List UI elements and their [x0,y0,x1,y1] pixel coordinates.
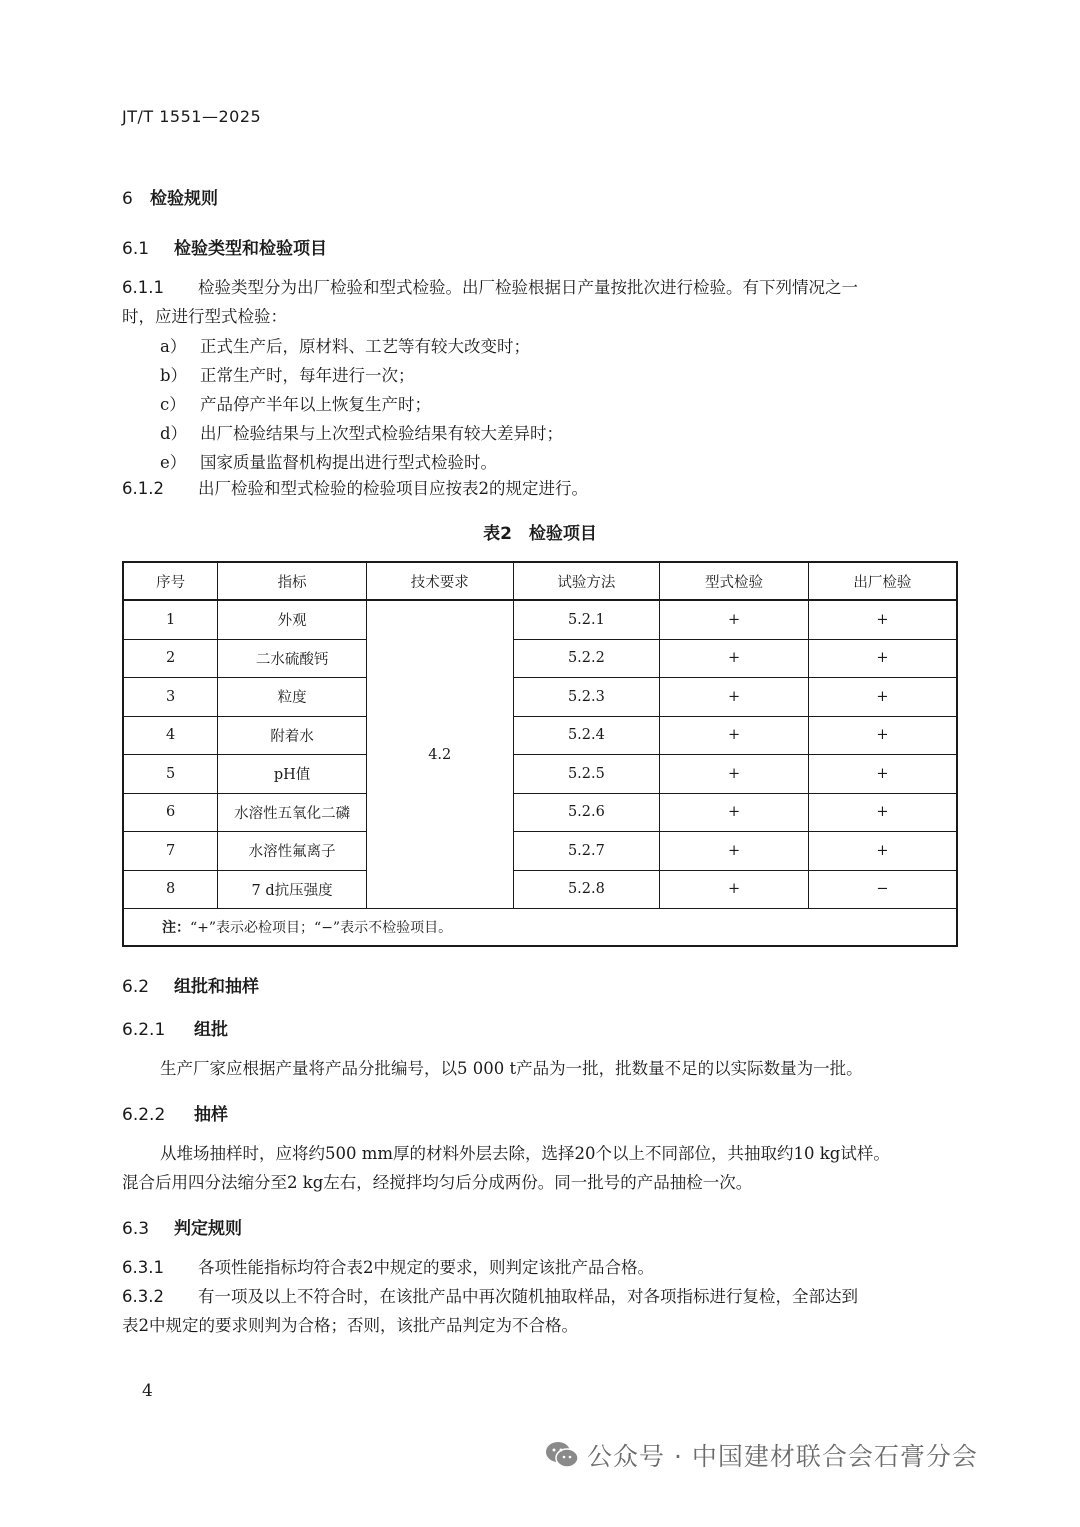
list-text: 出厂检验结果与上次型式检验结果有较大差异时； [200,424,563,443]
section-6-heading [122,184,218,209]
col-header-test-method: 试验方法 [513,562,660,600]
heading-number: 6.2.2 [122,1105,166,1125]
table-note [123,909,957,947]
cell-method: 5.2.4 [513,716,660,755]
list-item-a [160,333,530,357]
cell-method: 5.2.8 [513,870,660,909]
cell-method: 5.2.7 [513,832,660,871]
cell-index: pH值 [218,755,367,794]
cell-serial: 7 [123,832,218,871]
section-6-2-1-heading [122,1015,228,1040]
clause-6-2-2-line2: 混合后用四分法缩分至2 kg左右，经搅拌均匀后分成两份。同一批号的产品抽检一次。 [122,1173,753,1192]
table-row [123,678,957,717]
list-label: c） [160,395,186,414]
cell-type-inspection: + [660,639,809,678]
list-label: b） [160,366,188,385]
cell-factory-inspection: − [808,870,957,909]
cell-serial: 1 [123,600,218,639]
cell-serial: 2 [123,639,218,678]
heading-number: 6 [122,189,133,209]
cell-factory-inspection: + [808,755,957,794]
cell-serial: 6 [123,793,218,832]
clause-6-3-2 [122,1282,858,1311]
cell-factory-inspection: + [808,832,957,871]
clause-number: 6.1.2 [122,479,164,498]
cell-type-inspection: + [660,716,809,755]
list-text: 产品停产半年以上恢复生产时； [200,395,431,414]
heading-number: 6.1 [122,239,150,259]
heading-title: 组批 [194,1020,228,1040]
cell-method: 5.2.3 [513,678,660,717]
cell-type-inspection: + [660,832,809,871]
cell-type-inspection: + [660,793,809,832]
clause-6-3-1 [122,1253,654,1282]
cell-index: 二水硫酸钙 [218,639,367,678]
list-item-e [160,449,497,473]
clause-6-3-2-continued: 表2中规定的要求则判为合格；否则，该批产品判定为不合格。 [122,1316,578,1335]
section-6-2-heading [122,972,259,997]
col-header-type-inspection: 型式检验 [660,562,809,600]
clause-text: 各项性能指标均符合表2中规定的要求，则判定该批产品合格。 [198,1258,654,1277]
cell-index: 外观 [218,600,367,639]
heading-title: 抽样 [194,1105,228,1125]
list-text: 正常生产时，每年进行一次； [200,366,415,385]
col-header-index: 指标 [218,562,367,600]
clause-number: 6.3.1 [122,1258,164,1277]
table-note-row [123,909,957,947]
cell-index: 7 d抗压强度 [218,870,367,909]
cell-method: 5.2.5 [513,755,660,794]
clause-6-2-2-line1: 从堆场抽样时，应将约500 mm厚的材料外层去除，选择20个以上不同部位，共抽取约10 kg试样。 [160,1144,890,1163]
clause-number: 6.1.1 [122,278,164,297]
cell-type-inspection: + [660,678,809,717]
heading-title: 判定规则 [174,1219,242,1239]
note-text: “+”表示必检项目；“−”表示不检验项目。 [190,920,453,936]
table-row [123,870,957,909]
page-number: 4 [142,1381,153,1401]
inspection-items-table [122,561,958,947]
cell-serial: 8 [123,870,218,909]
clause-6-1-2 [122,474,588,503]
heading-title: 组批和抽样 [174,977,259,997]
cell-factory-inspection: + [808,793,957,832]
cell-factory-inspection: + [808,639,957,678]
list-text: 正式生产后，原材料、工艺等有较大改变时； [200,337,530,356]
table-row [123,716,957,755]
clause-text-line1: 检验类型分为出厂检验和型式检验。出厂检验根据日产量按批次进行检验。有下列情况之一 [198,278,858,297]
heading-title: 检验类型和检验项目 [174,239,327,259]
cell-serial: 3 [123,678,218,717]
table-row [123,600,957,639]
table-row [123,639,957,678]
heading-title: 检验规则 [150,189,218,209]
cell-index: 水溶性五氧化二磷 [218,793,367,832]
wechat-icon [545,1441,579,1469]
section-6-3-heading [122,1214,242,1239]
cell-index: 附着水 [218,716,367,755]
section-6-1-heading [122,234,327,259]
list-label: d） [160,424,188,443]
heading-number: 6.2.1 [122,1020,166,1040]
cell-method: 5.2.6 [513,793,660,832]
col-header-serial: 序号 [123,562,218,600]
table-header-row [123,562,957,600]
table-row [123,832,957,871]
list-item-d [160,420,563,444]
col-header-tech-req: 技术要求 [366,562,513,600]
cell-serial: 4 [123,716,218,755]
col-header-factory-inspection: 出厂检验 [808,562,957,600]
cell-method: 5.2.2 [513,639,660,678]
section-6-2-2-heading [122,1100,228,1125]
table-caption: 表2 检验项目 [483,524,597,544]
cell-type-inspection: + [660,870,809,909]
note-label: 注： [162,920,190,936]
cell-index: 粒度 [218,678,367,717]
heading-number: 6.2 [122,977,150,997]
cell-type-inspection: + [660,600,809,639]
cell-type-inspection: + [660,755,809,794]
cell-factory-inspection: + [808,678,957,717]
table-row [123,793,957,832]
cell-factory-inspection: + [808,716,957,755]
cell-factory-inspection: + [808,600,957,639]
cell-method: 5.2.1 [513,600,660,639]
clause-6-1-1-continued: 时，应进行型式检验： [122,307,287,326]
list-text: 国家质量监督机构提出进行型式检验时。 [200,453,497,472]
clause-text-line1: 有一项及以上不符合时，在该批产品中再次随机抽取样品，对各项指标进行复检，全部达到 [198,1287,858,1306]
clause-number: 6.3.2 [122,1287,164,1306]
cell-index: 水溶性氟离子 [218,832,367,871]
list-label: a） [160,337,187,356]
cell-serial: 5 [123,755,218,794]
list-item-c [160,391,431,415]
watermark [545,1437,978,1473]
table-row [123,755,957,794]
clause-6-1-1 [122,273,858,302]
watermark-text: 公众号 · 中国建材联合会石膏分会 [587,1442,978,1471]
heading-number: 6.3 [122,1219,150,1239]
clause-6-2-1-text: 生产厂家应根据产量将产品分批编号，以5 000 t产品为一批，批数量不足的以实际数量为一批。 [160,1059,863,1078]
standard-id: JT/T 1551—2025 [122,107,262,126]
cell-tech-req: 4.2 [366,600,513,909]
list-item-b [160,362,415,386]
clause-text: 出厂检验和型式检验的检验项目应按表2的规定进行。 [198,479,588,498]
list-label: e） [160,453,187,472]
